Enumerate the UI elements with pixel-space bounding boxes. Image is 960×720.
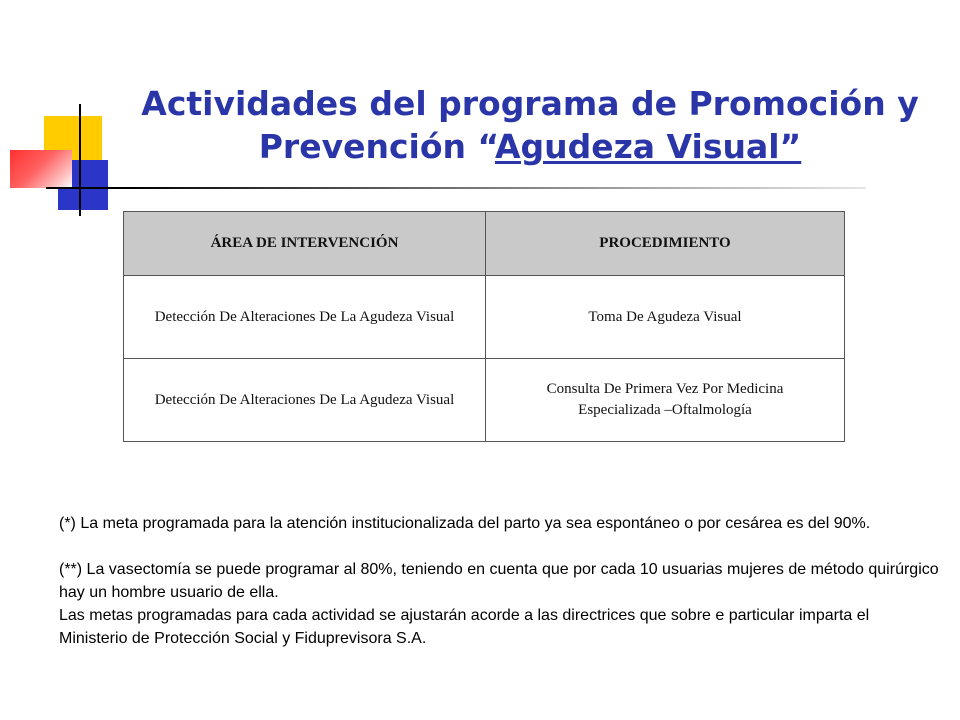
title-divider [46,187,866,189]
footnote-3: Las metas programadas para cada actividad se ajustarán acorde a las directrices que sobre e particular imparta el Ministerio de Protección Social y Fiduprevisora S.A. [59,607,870,647]
footnote-spacer [59,535,939,558]
red-square-shape [10,150,72,188]
decorative-logo [0,0,140,230]
title-line-2-prefix: Prevención “ [258,127,495,166]
header-procedure: PROCEDIMIENTO [486,212,845,276]
cell-area: Detección De Alteraciones De La Agudeza Visual [124,276,486,359]
table-row [124,359,845,442]
cell-area: Detección De Alteraciones De La Agudeza Visual [124,359,486,442]
table-header-row [124,212,845,276]
cell-procedure: Consulta De Primera Vez Por Medicina Especializada –Oftalmología [486,359,845,442]
footnote-1: (*) La meta programada para la atención institucionalizada del parto ya sea espontáneo o por cesárea es del 90%. [59,515,871,532]
header-area: ÁREA DE INTERVENCIÓN [124,212,486,276]
vertical-rule [79,104,81,216]
cell-procedure: Toma De Agudeza Visual [486,276,845,359]
footnote-2: (**) La vasectomía se puede programar al 80%, teniendo en cuenta que por cada 10 usuarias mujeres de método quirúrgico hay un hombre usuario de ella. [59,561,939,601]
page-title [130,82,930,168]
title-line-2 [130,125,930,168]
title-line-1: Actividades del programa de Promoción y [141,84,919,123]
activities-table [123,211,845,442]
footnotes [59,512,939,650]
table-row [124,276,845,359]
title-underlined-topic: Agudeza Visual” [494,127,802,166]
